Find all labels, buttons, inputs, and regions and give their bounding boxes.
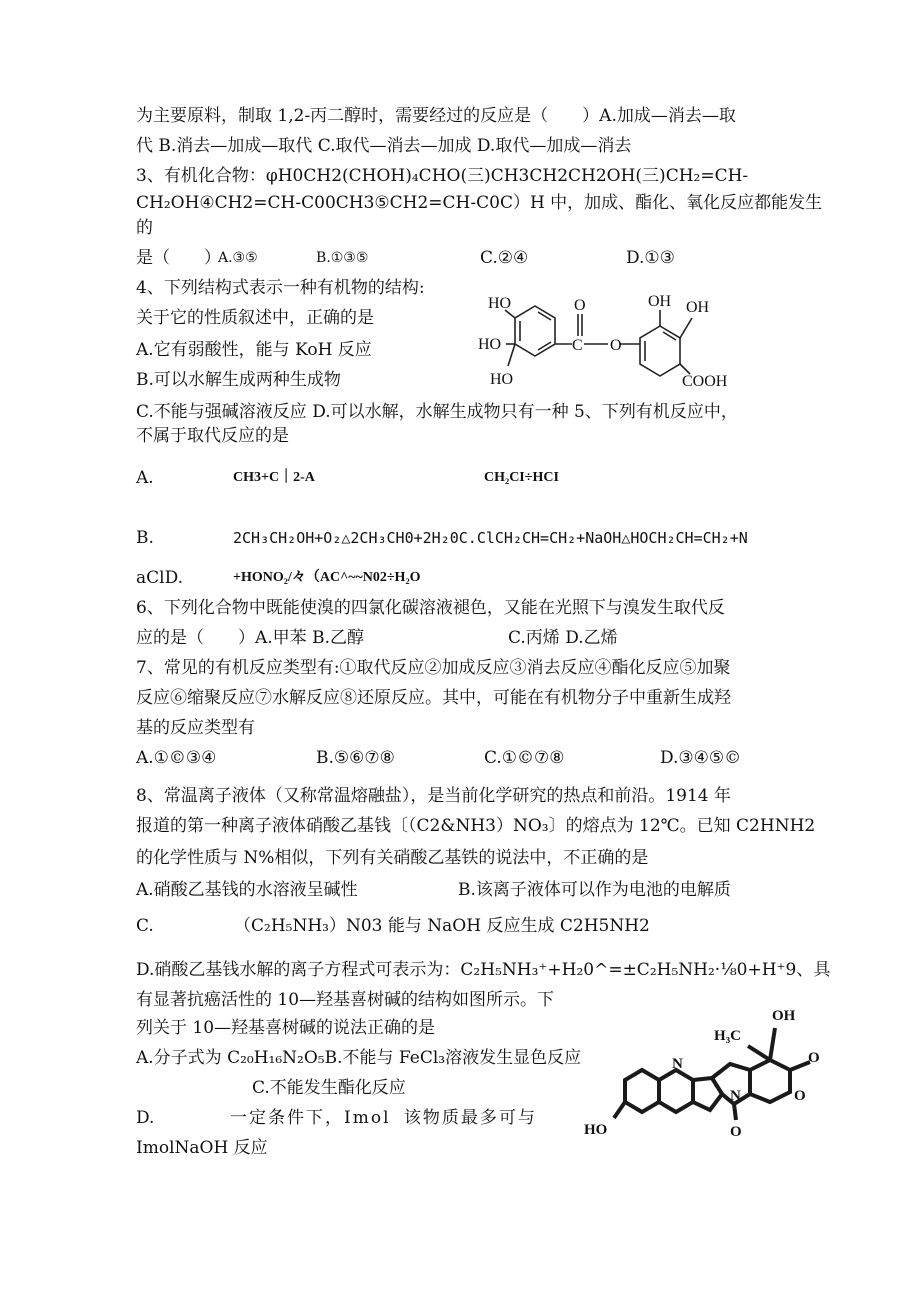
q9-label-n-1: N: [672, 1056, 683, 1072]
q8-line-3: 的化学性质与 N%相似，下列有关硝酸乙基铁的说法中，不正确的是: [136, 848, 649, 868]
q4-label-oh-1: OH: [648, 293, 672, 310]
q9-structure-bonds: [614, 1028, 810, 1120]
q5-option-a-right: CH₂CI÷HCI: [484, 470, 559, 485]
q3-line-3: 的: [136, 218, 153, 238]
q5-option-b-equation: 2CH₃CH₂OH+O₂△2CH₃CH0+2H₂0C.ClCH₂CH=CH₂+NaOH△HOCH₂CH=CH₂+N: [233, 529, 748, 547]
q3-option-d: D.①③: [626, 248, 675, 268]
q4-label-ho-2: HO: [478, 336, 502, 353]
q9-label-oh: OH: [772, 1008, 796, 1024]
q4-line-2: 关于它的性质叙述中，正确的是: [136, 308, 374, 328]
q6-line-1: 6、下列化合物中既能使溴的四氯化碳溶液褪色，又能在光照下与溴发生取代反: [136, 598, 725, 618]
q3-option-b: B.①③⑤: [316, 250, 369, 266]
q9-option-ab: A.分子式为 C₂₀H₁₆N₂O₅B.不能与 FeCl₃溶液发生显色反应: [136, 1048, 582, 1068]
q7-option-d: D.③④⑤©: [660, 748, 742, 768]
q5-option-c-equation: +HONO₂/々（AC^~~N02÷H₂O: [233, 570, 421, 585]
q7-option-a: A.①©③④: [136, 748, 217, 768]
q4-label-o-carbonyl: O: [574, 297, 586, 314]
q9-structure-diagram: [580, 988, 830, 1150]
q9-label-o-carbonyl: O: [808, 1050, 820, 1066]
q9-label-o-ring: O: [794, 1088, 806, 1104]
q4-label-cooh: COOH: [682, 373, 728, 390]
q8-line-2: 报道的第一种离子液体硝酸乙基钱〔（C2&NH3）NO₃〕的熔点为 12℃。已知 C2HNH2: [136, 816, 816, 836]
q3-option-a: A.③⑤: [218, 250, 258, 266]
q7-option-b: B.⑤⑥⑦⑧: [316, 748, 395, 768]
q8-option-c-label: C.: [136, 916, 154, 936]
q9-option-c: C.不能发生酯化反应: [252, 1078, 406, 1098]
q5-option-b-label: B.: [136, 528, 154, 548]
q7-line-3: 基的反应类型有: [136, 718, 255, 738]
q2-line-2: 代 B.消去—加成—取代 C.取代—消去—加成 D.取代—加成—消去: [136, 136, 632, 156]
q9-option-d-text: 一定条件下，Imol 该物质最多可与: [230, 1108, 537, 1128]
q3-stem: 是（ ）: [136, 248, 221, 268]
q8-line-1: 8、常温离子液体（又称常温熔融盐），是当前化学研究的热点和前沿。1914 年: [136, 786, 731, 806]
q6-line-2a: 应的是（ ）A.甲苯 B.乙醇: [136, 628, 364, 648]
q4-line-1: 4、下列结构式表示一种有机物的结构:: [136, 278, 425, 298]
q4-label-oh-2: OH: [686, 299, 710, 316]
q7-line-2: 反应⑥缩聚反应⑦水解反应⑧还原反应。其中，可能在有机物分子中重新生成羟: [136, 688, 731, 708]
q9-label-n-2: N: [730, 1088, 741, 1104]
q8-option-b: B.该离子液体可以作为电池的电解质: [458, 880, 731, 900]
q4-label-c: C: [572, 337, 583, 354]
q9-option-d-label: D.: [136, 1108, 155, 1128]
q5-option-a-label: A.: [136, 468, 154, 488]
q3-line-1: 3、有机化合物：φH0CH2(CHOH)₄CHO(三)CH3CH2CH2OH(三)CH₂=CH-: [136, 166, 749, 186]
q4-option-a: A.它有弱酸性，能与 KoH 反应: [136, 340, 372, 360]
q6-line-2b: C.丙烯 D.乙烯: [508, 628, 618, 648]
q7-line-1: 7、常见的有机反应类型有:①取代反应②加成反应③消去反应④酯化反应⑤加聚: [136, 658, 731, 678]
q5-option-a-left: CH3+C｜2-A: [233, 470, 315, 485]
q9-option-d-end: ImolNaOH 反应: [136, 1138, 268, 1158]
q9-label-h3c: H₃C: [714, 1028, 741, 1044]
q4-structure-bonds: [505, 306, 692, 376]
q4-label-o-ester: O: [610, 337, 622, 354]
q2-line-1: 为主要原料，制取 1,2-丙二醇时，需要经过的反应是（ ）A.加成—消去—取: [136, 106, 736, 126]
q4-label-ho-3: HO: [490, 371, 514, 388]
q8-option-c: （C₂H₅NH₃）N03 能与 NaOH 反应生成 C2H5NH2: [234, 916, 650, 936]
q4-option-b: B.可以水解生成两种生成物: [136, 370, 341, 390]
q4-option-cd: C.不能与强碱溶液反应 D.可以水解，水解生成物只有一种 5、下列有机反应中，: [136, 402, 738, 422]
q9-label-ho: HO: [584, 1122, 608, 1138]
q4-structure-diagram: [470, 286, 750, 398]
q3-option-c: C.②④: [480, 248, 529, 268]
q4-label-ho-1: HO: [488, 295, 512, 312]
q9-line-2: 列关于 10—羟基喜树碱的说法正确的是: [136, 1018, 436, 1038]
q5-stem: 不属于取代反应的是: [136, 426, 289, 446]
q5-option-c-start: aClD.: [136, 568, 184, 588]
q8-option-d: D.硝酸乙基钱水解的离子方程式可表示为：C₂H₅NH₃⁺+H₂0^=±C₂H₅NH₂·⅛0+H⁺9、具: [136, 960, 831, 980]
q9-label-o-amide: O: [730, 1124, 742, 1140]
q9-line-1: 有显著抗癌活性的 10—羟基喜树碱的结构如图所示。下: [136, 990, 555, 1010]
q3-line-2: CH₂OH④CH2=CH-C00CH3⑤CH2=CH-C0C）H 中，加成、酯化、氧化反应都能发生: [136, 193, 823, 213]
q7-option-c: C.①©⑦⑧: [484, 748, 565, 768]
q8-option-a: A.硝酸乙基钱的水溶液呈碱性: [136, 880, 358, 900]
